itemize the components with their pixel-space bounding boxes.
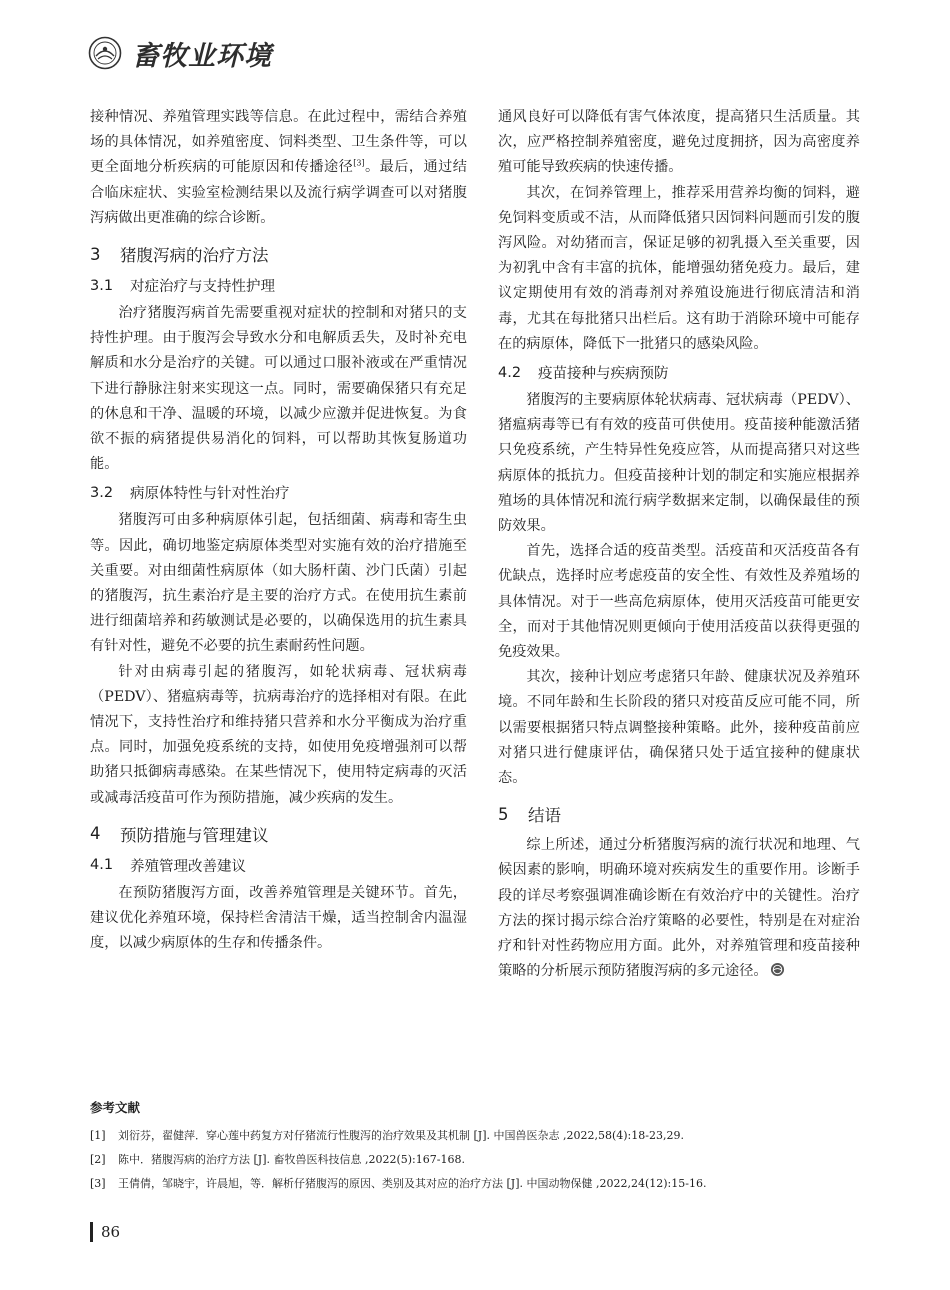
subsection-heading: 3.1 对症治疗与支持性护理 [90,277,275,296]
paragraph: 其次，接种计划应考虑猪只年龄、健康状况及养殖环境。不同年龄和生长阶段的猪只对疫苗反应可能不同，所以需要根据猪只特点调整接种策略。此外，接种疫苗前应对猪只进行健康评估，确保猪只处于适宜接种的健康状态。 [498,669,860,787]
paragraph: 猪腹泻的主要病原体轮状病毒、冠状病毒（PEDV）、猪瘟病毒等已有有效的疫苗可供使用。疫苗接种能激活猪只免疫系统，产生特异性免疫应答，从而提高猪只对这些病原体的抵抗力。但疫苗接种计划的制定和实施应根据养殖场的具体情况和流行病学数据来定制，以确保最佳的预防效果。 [498,392,860,535]
page-number: 86 [101,1223,121,1241]
section-heading: 5 结语 [498,804,561,826]
journal-logo-icon [88,36,122,70]
reference-item: [1] 刘衍芬，翟健萍．穿心莲中药复方对仔猪流行性腹泻的治疗效果及其机制 [J]. 中国兽医杂志 ,2022,58(4):18-23,29. [90,1129,684,1142]
section-heading: 4 预防措施与管理建议 [90,824,269,845]
right-column [498,105,860,985]
section-heading: 3 猪腹泻病的治疗方法 [90,244,269,266]
subsection-heading: 4.2 疫苗接种与疾病预防 [498,364,669,383]
paragraph: 其次，在饲养管理上，推荐采用营养均衡的饲料，避免饲料变质或不洁，从而降低猪只因饲料问题而引发的腹泻风险。对幼猪而言，保证足够的初乳摄入至关重要，因为初乳中含有丰富的抗体，能增强幼猪免疫力。最后，建议定期使用有效的消毒剂对养殖设施进行彻底清洁和消毒，尤其在每批猪只出栏后。这有助于消除环境中可能存在的病原体，降低下一批猪只的感染风险。 [498,184,860,352]
paragraph: 针对由病毒引起的猪腹泻，如轮状病毒、冠状病毒（PEDV）、猪瘟病毒等，抗病毒治疗的选择相对有限。在此情况下，支持性治疗和维持猪只营养和水分平衡成为治疗重点。同时，加强免疫系统的支持，如使用免疫增强剂可以帮助猪只抵御病毒感染。在某些情况下，使用特定病毒的灭活或减毒活疫苗可作为预防措施，减少疾病的发生。 [90,663,467,806]
subsection-heading: 4.1 养殖管理改善建议 [90,857,246,875]
paragraph: 综上所述，通过分析猪腹泻病的流行状况和地理、气候因素的影响，明确环境对疾病发生的重要作用。诊断手段的详尽考察强调准确诊断在有效治疗中的关键性。治疗方法的探讨揭示综合治疗策略的必要性，特别是在对症治疗和针对性药物应用方面。此外，对养殖管理和疫苗接种策略的分析展示预防猪腹泻病的多元途径。 [498,837,860,980]
references-title: 参考文献 [90,1100,141,1115]
reference-item: [2] 陈中．猪腹泻病的治疗方法 [J]. 畜牧兽医科技信息 ,2022(5):167-168. [90,1153,465,1166]
article-end-icon [770,962,785,977]
reference-item: [3] 王倩倩，邹晓宇，许晨旭，等．解析仔猪腹泻的原因、类别及其对应的治疗方法 [J]. 中国动物保健 ,2022,24(12):15-16. [90,1177,707,1190]
paragraph: 在预防猪腹泻方面，改善养殖管理是关键环节。首先，建议优化养殖环境，保持栏舍清洁干燥，适当控制舍内温湿度，以减少病原体的生存和传播条件。 [90,884,467,952]
subsection-heading: 3.2 病原体特性与针对性治疗 [90,484,290,503]
journal-header [88,28,272,78]
page-footer [90,1222,120,1242]
paragraph: 治疗猪腹泻病首先需要重视对症状的控制和对猪只的支持性护理。由于腹泻会导致水分和电解质丢失，及时补充电解质和水分是治疗的关键。可以通过口服补液或在严重情况下进行静脉注射来实现这一点。同时，需要确保猪只有充足的休息和干净、温暖的环境，以减少应激并促进恢复。为食欲不振的病猪提供易消化的饲料，可以帮助其恢复肠道功能。 [90,305,467,473]
paragraph: 接种情况、养殖管理实践等信息。在此过程中，需结合养殖场的具体情况，如养殖密度、饲料类型、卫生条件等，可以更全面地分析疾病的可能原因和传播途径[3]。最后，通过结合临床症状、实验室检测结果以及流行病学调查可以对猪腹泻病做出更准确的综合诊断。 [90,109,467,226]
footer-bar [90,1222,93,1242]
paragraph: 通风良好可以降低有害气体浓度，提高猪只生活质量。其次，应严格控制养殖密度，避免过度拥挤，因为高密度养殖可能导致疾病的快速传播。 [498,109,860,176]
left-column [90,105,467,956]
journal-name: 畜牧业环境 [132,40,272,72]
paragraph: 首先，选择合适的疫苗类型。活疫苗和灭活疫苗各有优缺点，选择时应考虑疫苗的安全性、有效性及养殖场的具体情况。对于一些高危病原体，使用灭活疫苗可能更安全，而对于其他情况则更倾向于使用活疫苗以获得更强的免疫效果。 [498,543,860,661]
paragraph: 猪腹泻可由多种病原体引起，包括细菌、病毒和寄生虫等。因此，确切地鉴定病原体类型对实施有效的治疗措施至关重要。对由细菌性病原体（如大肠杆菌、沙门氏菌）引起的猪腹泻，抗生素治疗是主要的治疗方式。在使用抗生素前进行细菌培养和药敏测试是必要的，以确保选用的抗生素具有针对性，避免不必要的抗生素耐药性问题。 [90,512,467,655]
references [90,1098,860,1196]
